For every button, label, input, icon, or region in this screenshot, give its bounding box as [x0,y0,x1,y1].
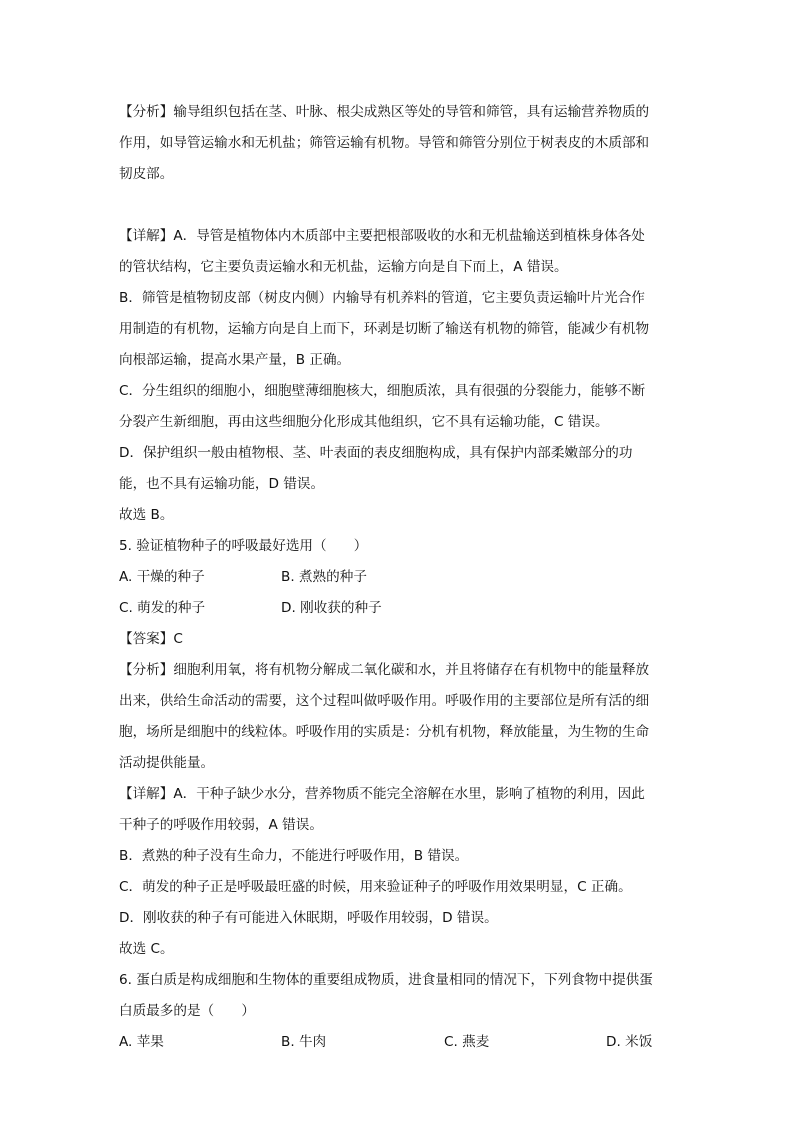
text-line: 用制造的有机物，运输方向是自上而下，环剥是切断了输送有机物的筛管，能减少有机物 [119,321,650,337]
text-line: 故选 B。 [119,507,174,523]
answer-line: 【答案】C [119,631,183,647]
q6-option-c: C. 燕麦 [444,1034,490,1050]
text-line: 分裂产生新细胞，再由这些细胞分化形成其他组织，它不具有运输功能，C 错误。 [119,414,609,430]
text-line: 能，也不具有运输功能，D 错误。 [119,476,325,492]
question-5-stem: 5. 验证植物种子的呼吸最好选用（ ） [119,538,368,554]
q5-option-a: A. 干燥的种子 [119,569,205,585]
text-line: C．分生组织的细胞小，细胞壁薄细胞核大，细胞质浓，具有很强的分裂能力，能够不断 [119,383,646,399]
text-line: B．筛管是植物韧皮部（树皮内侧）内输导有机养料的管道，它主要负责运输叶片光合作 [119,290,645,306]
text-line: 干种子的呼吸作用较弱，A 错误。 [119,817,323,833]
text-line: D．刚收获的种子有可能进入休眠期，呼吸作用较弱，D 错误。 [119,910,498,926]
q5-option-d: D. 刚收获的种子 [281,600,382,616]
text-line: 【详解】A．导管是植物体内木质部中主要把根部吸收的水和无机盐输送到植株身体各处 [119,228,645,244]
q6-option-a: A. 苹果 [119,1034,164,1050]
q5-option-b: B. 煮熟的种子 [281,569,367,585]
q6-option-d: D. 米饭 [606,1034,653,1050]
text-line: 出来，供给生命活动的需要，这个过程叫做呼吸作用。呼吸作用的主要部位是所有活的细 [119,693,650,709]
text-line: 活动提供能量。 [119,755,215,771]
text-line: B．煮熟的种子没有生命力，不能进行呼吸作用，B 错误。 [119,848,469,864]
text-line: 向根部运输，提高水果产量，B 正确。 [119,352,351,368]
question-6-stem: 6. 蛋白质是构成细胞和生物体的重要组成物质，进食量相同的情况下，下列食物中提供蛋 [119,972,653,988]
text-line: 【分析】细胞利用氧，将有机物分解成二氧化碳和水，并且将储存在有机物中的能量释放 [119,662,650,678]
question-6-stem-cont: 白质最多的是（ ） [119,1003,255,1019]
text-line: 【分析】输导组织包括在茎、叶脉、根尖成熟区等处的导管和筛管，具有运输营养物质的 [119,104,650,120]
text-line: 【详解】A．干种子缺少水分，营养物质不能完全溶解在水里，影响了植物的利用，因此 [119,786,645,802]
text-line: 韧皮部。 [119,166,174,182]
text-line: C．萌发的种子正是呼吸最旺盛的时候，用来验证种子的呼吸作用效果明显，C 正确。 [119,879,632,895]
text-line: 胞，场所是细胞中的线粒体。呼吸作用的实质是：分机有机物，释放能量，为生物的生命 [119,724,650,740]
text-line: 的管状结构，它主要负责运输水和无机盐，运输方向是自下而上，A 错误。 [119,259,568,275]
q5-option-c: C. 萌发的种子 [119,600,206,616]
q6-option-b: B. 牛肉 [281,1034,327,1050]
text-line: D．保护组织一般由植物根、茎、叶表面的表皮细胞构成，具有保护内部柔嫩部分的功 [119,445,633,461]
text-line: 故选 C。 [119,941,174,957]
text-line: 作用，如导管运输水和无机盐；筛管运输有机物。导管和筛管分别位于树表皮的木质部和 [119,135,650,151]
